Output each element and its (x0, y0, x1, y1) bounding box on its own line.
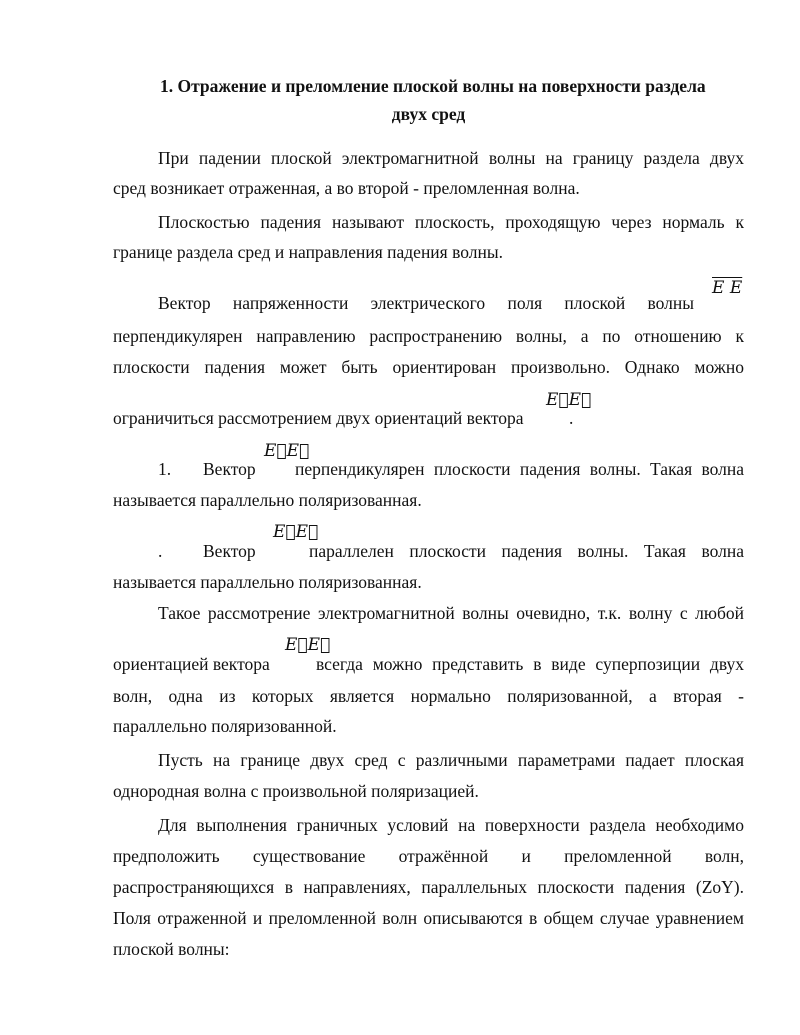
paragraph-2-line-1: Плоскостью падения называют плоскость, проходящую через нормаль к (158, 212, 744, 232)
paragraph-5-line-1: Пусть на границе двух сред с различными параметрами падает плоская (158, 750, 744, 770)
section-title-line-1: 1. Отражение и преломление плоской волны на поверхности раздела (160, 76, 706, 96)
paragraph-3-period: . (569, 408, 574, 428)
paragraph-4-line-2-end: всегда можно представить в виде суперпозиции двух (316, 654, 744, 674)
item-1-number: 1. (158, 459, 172, 479)
section-title-line-2: двух сред (391, 104, 466, 124)
paragraph-6-line-1: Для выполнения граничных условий на поверхности раздела необходимо (158, 815, 744, 835)
item-2-line-2: называется параллельно поляризованная. (113, 572, 422, 592)
paragraph-1-line-2: сред возникает отраженная, а во второй - преломленная волна. (113, 178, 580, 198)
item-2-number: . (158, 541, 163, 561)
paragraph-3-line-2: перпендикулярен направлению распространению волны, а по отношению к (113, 326, 744, 346)
paragraph-6-line-5: плоской волны: (113, 939, 230, 959)
paragraph-4-line-3: волн, одна из которых является нормально поляризованной, а вторая - (113, 686, 744, 706)
item-1-vector-word: Вектор (203, 459, 256, 479)
item-2-text: параллелен плоскости падения волны. Такая волна (309, 541, 744, 561)
vector-e-arrow-symbol: E⃗E⃗ (273, 522, 319, 542)
paragraph-2-line-2: границе раздела сред и направления падения волны. (113, 242, 503, 262)
item-2-vector-word: Вектор (203, 541, 256, 561)
paragraph-3-line-4: ограничиться рассмотрением двух ориентаций вектора (113, 408, 524, 428)
vector-e-overline-symbol: E E (712, 278, 743, 298)
vector-e-arrow-symbol: E⃗E⃗ (264, 441, 310, 461)
paragraph-1-line-1: При падении плоской электромагнитной волны на границу раздела двух (158, 148, 744, 168)
paragraph-4-line-2-start: ориентацией вектора (113, 654, 270, 674)
paragraph-6-line-3: распространяющихся в направлениях, параллельных плоскости падения (ZoY). (113, 877, 744, 897)
paragraph-4-line-4: параллельно поляризованной. (113, 716, 337, 736)
paragraph-3-line-3: плоскости падения может быть ориентирован произвольно. Однако можно (113, 357, 744, 377)
vector-e-arrow-symbol: E⃗E⃗ (285, 635, 331, 655)
paragraph-4-line-1: Такое рассмотрение электромагнитной волны очевидно, т.к. волну с любой (158, 603, 744, 623)
paragraph-5-line-2: однородная волна с произвольной поляризацией. (113, 781, 479, 801)
paragraph-6-line-2: предположить существование отражённой и преломленной волн, (113, 846, 744, 866)
vector-e-arrow-symbol: E⃗E⃗ (546, 390, 592, 410)
item-1-line-2: называется параллельно поляризованная. (113, 490, 422, 510)
paragraph-6-line-4: Поля отраженной и преломленной волн описываются в общем случае уравнением (113, 908, 744, 928)
paragraph-3-line-1: Вектор напряженности электрического поля плоской волны (158, 293, 694, 313)
item-1-text: перпендикулярен плоскости падения волны. Такая волна (295, 459, 744, 479)
